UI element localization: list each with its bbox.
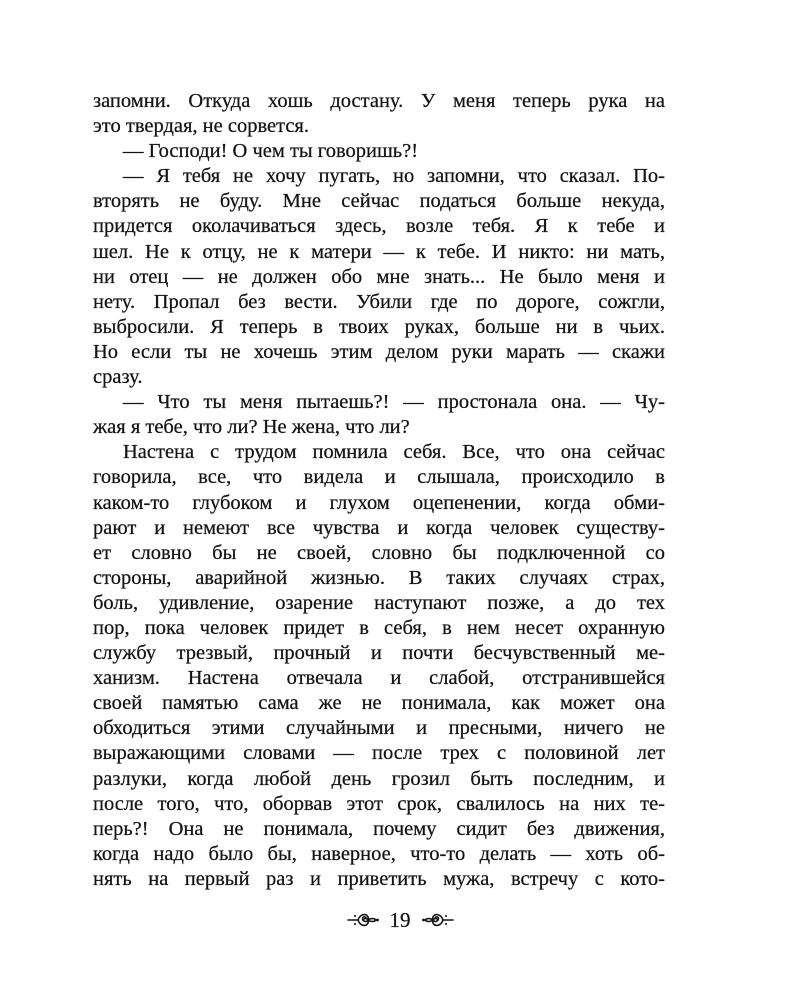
text-line: стороны, аварийной жизнью. В таких случаях страх, (93, 566, 665, 589)
text-line: каком-то глубоком и глухом оцепенении, когда обми- (93, 491, 665, 514)
text-line: рают и немеют все чувства и когда человек существу- (93, 516, 665, 539)
page-footer (0, 907, 800, 933)
page-number: 19 (389, 907, 411, 932)
text-line: когда надо было бы, наверное, что-то делать — хоть об- (93, 842, 665, 865)
text-line: ни отец — не должен обо мне знать... Не было меня и (93, 265, 665, 288)
text-line: пор, пока человек придет в себя, в нем несет охранную (93, 616, 665, 639)
text-line: вторять не буду. Мне сейчас податься больше некуда, (93, 190, 665, 213)
text-line: шел. Не к отцу, не к матери — к тебе. И никто: ни мать, (93, 240, 665, 263)
text-line: сразу. (93, 366, 143, 389)
text-line: жая я тебе, что ли? Не жена, что ли? (93, 416, 410, 439)
floral-ornament-icon (346, 910, 380, 930)
text-line: после того, что, оборвав этот срок, свалилось на них те- (93, 792, 665, 815)
text-line: Но если ты не хочешь этим делом руки марать — скажи (93, 340, 665, 363)
text-line: разлуки, когда любой день грозил быть последним, и (93, 767, 665, 790)
text-line: боль, удивление, озарение наступают позже, а до тех (93, 591, 665, 614)
text-line: запомни. Откуда хошь достану. У меня теперь рука на (93, 90, 665, 112)
text-line: ет словно бы не своей, словно бы подключенной со (93, 541, 665, 564)
text-line: обходиться этими случайными и пресными, ничего не (93, 717, 665, 740)
text-line: говорила, все, что видела и слышала, происходило в (93, 466, 665, 489)
text-line: Настена с трудом помнила себя. Все, что она сейчас (123, 441, 665, 464)
text-line: — Господи! О чем ты говоришь?! (123, 140, 419, 163)
text-line: ханизм. Настена отвечала и слабой, отстранившейся (93, 667, 665, 690)
body-text (93, 89, 665, 892)
text-line: выбросили. Я теперь в твоих руках, больше ни в чьих. (93, 315, 665, 338)
text-line: нять на первый раз и приветить мужа, встречу с кото- (93, 867, 665, 890)
text-line: службу трезвый, прочный и почти бесчувственный ме- (93, 642, 665, 665)
text-line: своей памятью сама же не понимала, как может она (93, 692, 665, 715)
text-line: — Что ты меня пытаешь?! — простонала она. — Чу- (123, 391, 665, 414)
text-line: выражающими словами — после трех с половиной лет (93, 742, 665, 765)
floral-ornament-icon (421, 910, 455, 930)
text-line: нету. Пропал без вести. Убили где по дороге, сожгли, (93, 290, 665, 313)
text-line: это твердая, не сорвется. (93, 115, 309, 138)
text-line: — Я тебя не хочу пугать, но запомни, что сказал. По- (123, 165, 665, 188)
text-line: перь?! Она не понимала, почему сидит без движения, (93, 817, 665, 840)
text-line: придется околачиваться здесь, возле тебя. Я к тебе и (93, 215, 665, 238)
